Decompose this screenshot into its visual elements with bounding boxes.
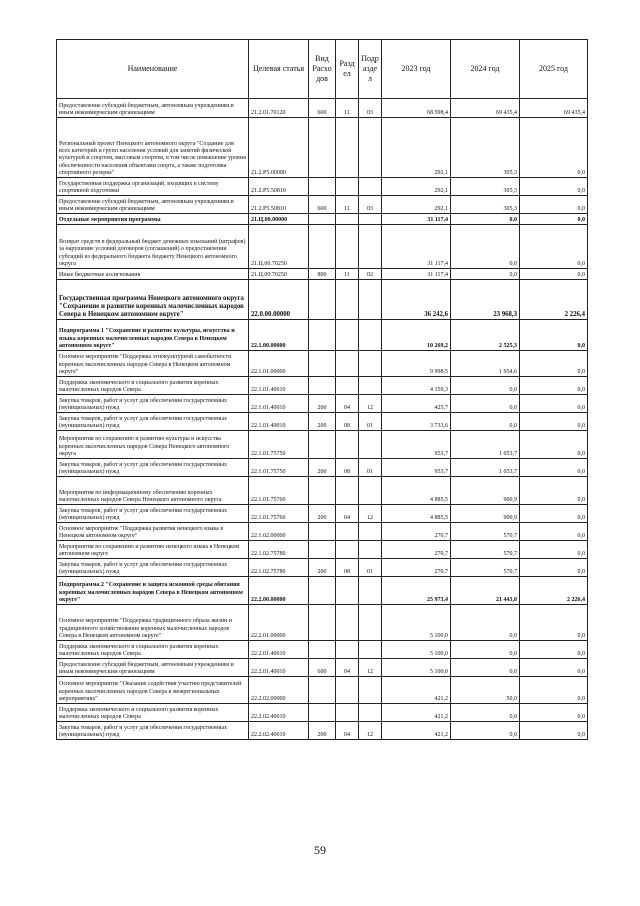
row-target-article: 22.2.01.40010 (249, 641, 309, 659)
row-amount-2024: 0,0 (451, 722, 520, 740)
row-amount-2023: 68 598,4 (382, 99, 451, 118)
row-expense-type: 800 (309, 269, 336, 280)
header-2024: 2024 год (451, 40, 520, 99)
row-amount-2024: 21 443,0 (451, 577, 520, 605)
row-name: Региональный проект Ненецкого автономного округа "Создание для всех категорий и групп населения условий для занятий физической культурой и спортом, массовым спортом, в том числе повышение уровня обеспеченности населения объектами спорта, а также подготовка спортивного резерва" (57, 118, 249, 178)
row-expense-type: 200 (309, 722, 336, 740)
row-expense-type (309, 351, 336, 377)
row-amount-2025: 2 226,4 (520, 577, 588, 605)
row-amount-2024: 305,3 (451, 118, 520, 178)
row-expense-type (309, 641, 336, 659)
row-amount-2023: 36 242,6 (382, 280, 451, 320)
row-amount-2023: 4 885,5 (382, 505, 451, 523)
row-section (336, 523, 359, 541)
row-section (336, 704, 359, 722)
row-amount-2024: 0,0 (451, 605, 520, 641)
row-expense-type: 600 (309, 196, 336, 214)
row-name: Поддержка экономического и социального развития коренных малочисленных народов Севера (57, 377, 249, 395)
row-amount-2023: 292,1 (382, 178, 451, 196)
row-expense-type (309, 704, 336, 722)
table-row (57, 523, 588, 541)
row-amount-2024: 2 525,3 (451, 320, 520, 351)
header-2023: 2023 год (382, 40, 451, 99)
row-amount-2025: 0,0 (520, 477, 588, 505)
row-target-article: 22.2.02.40010 (249, 704, 309, 722)
row-amount-2024: 1 053,7 (451, 459, 520, 477)
row-expense-type: 600 (309, 99, 336, 118)
row-amount-2025: 0,0 (520, 704, 588, 722)
row-amount-2023: 270,7 (382, 559, 451, 577)
row-target-article: 22.1.02.75780 (249, 559, 309, 577)
row-name: Закупка товаров, работ и услуг для обеспечения государственных (муниципальных) нужд (57, 722, 249, 740)
row-expense-type (309, 523, 336, 541)
row-amount-2025: 0,0 (520, 413, 588, 431)
row-amount-2024: 0,0 (451, 269, 520, 280)
row-amount-2024: 0,0 (451, 395, 520, 413)
row-subsection: 03 (359, 99, 382, 118)
row-amount-2024: 900,9 (451, 477, 520, 505)
row-amount-2023: 270,7 (382, 523, 451, 541)
row-target-article: 22.1.02.75780 (249, 541, 309, 559)
row-subsection: 01 (359, 413, 382, 431)
row-section: 08 (336, 559, 359, 577)
row-section (336, 641, 359, 659)
row-amount-2023: 292,1 (382, 196, 451, 214)
row-amount-2025: 0,0 (520, 505, 588, 523)
row-subsection (359, 477, 382, 505)
table-row (57, 214, 588, 225)
row-amount-2025: 69 435,4 (520, 99, 588, 118)
row-target-article: 22.0.00.00000 (249, 280, 309, 320)
row-target-article: 22.2.01.00000 (249, 605, 309, 641)
row-target-article: 22.1.01.75760 (249, 505, 309, 523)
table-row (57, 641, 588, 659)
row-amount-2025: 0,0 (520, 377, 588, 395)
row-name: Мероприятия по информационному обеспечению коренных малочисленных народов Севера Ненецкого автономного округа (57, 477, 249, 505)
row-section: 04 (336, 395, 359, 413)
row-amount-2024: 69 435,4 (451, 99, 520, 118)
row-amount-2025: 0,0 (520, 225, 588, 269)
row-amount-2023: 31 117,4 (382, 225, 451, 269)
row-expense-type (309, 225, 336, 269)
row-amount-2025: 0,0 (520, 178, 588, 196)
budget-table (56, 39, 588, 740)
row-section (336, 320, 359, 351)
table-row (57, 395, 588, 413)
row-name: Предоставление субсидий бюджетным, автономным учреждениям и иным некоммерческим организациям (57, 659, 249, 677)
row-amount-2023: 421,2 (382, 722, 451, 740)
row-name: Основное мероприятие "Поддержка традиционного образа жизни и традиционного хозяйствования коренных малочисленных народов Севера в Ненецком автономном округе" (57, 605, 249, 641)
header-section: Разд ел (336, 40, 359, 99)
row-section: 04 (336, 505, 359, 523)
row-section (336, 605, 359, 641)
row-section (336, 214, 359, 225)
table-row (57, 118, 588, 178)
row-amount-2024: 305,3 (451, 178, 520, 196)
row-subsection (359, 605, 382, 641)
row-name: Подпрограмма 2 "Сохранение и защита исконной среды обитания коренных малочисленных народов Севера в Ненецком автономном округе" (57, 577, 249, 605)
row-target-article: 22.2.00.00000 (249, 577, 309, 605)
table-row (57, 413, 588, 431)
row-amount-2023: 5 100,0 (382, 659, 451, 677)
header-subsection: Подр азде л (359, 40, 382, 99)
row-amount-2023: 10 269,2 (382, 320, 451, 351)
row-name: Основное мероприятие "Поддержка развития ненецкого языка в Ненецком автономном округе" (57, 523, 249, 541)
table-row (57, 722, 588, 740)
table-row (57, 659, 588, 677)
row-amount-2023: 9 998,5 (382, 351, 451, 377)
row-expense-type: 600 (309, 659, 336, 677)
row-section (336, 377, 359, 395)
row-subsection: 12 (359, 505, 382, 523)
row-target-article: 21.2.Р5.00000 (249, 118, 309, 178)
row-name: Мероприятия по сохранению и развитию ненецкого языка в Ненецком автономном округе (57, 541, 249, 559)
row-subsection (359, 178, 382, 196)
row-amount-2024: 0,0 (451, 641, 520, 659)
table-row (57, 351, 588, 377)
row-amount-2023: 421,2 (382, 704, 451, 722)
row-subsection: 02 (359, 269, 382, 280)
row-subsection: 01 (359, 559, 382, 577)
row-amount-2023: 4 885,5 (382, 477, 451, 505)
row-expense-type (309, 541, 336, 559)
row-target-article: 22.2.02.00000 (249, 677, 309, 704)
row-subsection (359, 577, 382, 605)
row-subsection (359, 214, 382, 225)
row-amount-2024: 0,0 (451, 704, 520, 722)
row-target-article: 21.2.Р5.50810 (249, 196, 309, 214)
row-section (336, 280, 359, 320)
row-expense-type: 200 (309, 413, 336, 431)
row-target-article: 22.2.01.40010 (249, 659, 309, 677)
row-amount-2023: 4 159,3 (382, 377, 451, 395)
row-name: Государственная поддержка организаций, входящих в систему спортивной подготовки (57, 178, 249, 196)
row-subsection (359, 677, 382, 704)
row-target-article: 21.Ц.00.70250 (249, 225, 309, 269)
row-name: Отдельные мероприятия программы (57, 214, 249, 225)
table-row (57, 225, 588, 269)
row-section (336, 541, 359, 559)
row-amount-2023: 270,7 (382, 541, 451, 559)
row-amount-2023: 425,7 (382, 395, 451, 413)
table-row (57, 178, 588, 196)
row-name: Основное мероприятие "Оказание содействия участию представителей коренных малочисленных народов Севера в межрегиональных мероприятиях" (57, 677, 249, 704)
row-amount-2023: 31 117,4 (382, 269, 451, 280)
row-amount-2025: 0,0 (520, 677, 588, 704)
table-row (57, 320, 588, 351)
table-row (57, 577, 588, 605)
row-amount-2025: 0,0 (520, 659, 588, 677)
row-expense-type: 200 (309, 395, 336, 413)
row-name: Закупка товаров, работ и услуг для обеспечения государственных (муниципальных) нужд (57, 395, 249, 413)
row-subsection: 12 (359, 722, 382, 740)
row-amount-2025: 0,0 (520, 269, 588, 280)
row-subsection: 03 (359, 196, 382, 214)
row-amount-2025: 0,0 (520, 523, 588, 541)
row-amount-2024: 1 954,6 (451, 351, 520, 377)
row-subsection (359, 541, 382, 559)
row-subsection (359, 351, 382, 377)
row-target-article: 21.Ц.00.00000 (249, 214, 309, 225)
row-amount-2025: 0,0 (520, 320, 588, 351)
table-row (57, 704, 588, 722)
table-row (57, 99, 588, 118)
row-amount-2024: 1 053,7 (451, 431, 520, 459)
row-amount-2023: 421,2 (382, 677, 451, 704)
row-name: Иные бюджетные ассигнования (57, 269, 249, 280)
row-subsection (359, 118, 382, 178)
row-amount-2025: 0,0 (520, 541, 588, 559)
row-amount-2024: 0,0 (451, 377, 520, 395)
row-section: 04 (336, 659, 359, 677)
row-amount-2024: 570,7 (451, 559, 520, 577)
row-name: Закупка товаров, работ и услуг для обеспечения государственных (муниципальных) нужд (57, 413, 249, 431)
row-subsection (359, 320, 382, 351)
table-row (57, 280, 588, 320)
row-name: Закупка товаров, работ и услуг для обеспечения государственных (муниципальных) нужд (57, 559, 249, 577)
table-row (57, 377, 588, 395)
row-amount-2023: 953,7 (382, 431, 451, 459)
header-name: Наименование (57, 40, 249, 99)
table-row (57, 431, 588, 459)
row-section (336, 225, 359, 269)
row-expense-type (309, 377, 336, 395)
table-row (57, 505, 588, 523)
row-section (336, 431, 359, 459)
row-amount-2023: 3 733,6 (382, 413, 451, 431)
row-expense-type (309, 178, 336, 196)
row-target-article: 22.1.01.00000 (249, 351, 309, 377)
row-section: 11 (336, 99, 359, 118)
row-section (336, 577, 359, 605)
row-subsection (359, 280, 382, 320)
row-amount-2024: 305,3 (451, 196, 520, 214)
row-amount-2024: 0,0 (451, 413, 520, 431)
header-row (57, 40, 588, 99)
row-expense-type (309, 280, 336, 320)
row-name: Мероприятия по сохранению и развитию культуры и искусства коренных малочисленных народов Севера Ненецкого автономного округа (57, 431, 249, 459)
row-target-article: 22.1.02.00000 (249, 523, 309, 541)
row-section: 11 (336, 196, 359, 214)
row-name: Поддержка экономического и социального развития коренных малочисленных народов Севера (57, 641, 249, 659)
row-expense-type (309, 320, 336, 351)
row-target-article: 22.2.02.40010 (249, 722, 309, 740)
row-subsection (359, 641, 382, 659)
table-row (57, 459, 588, 477)
row-target-article: 21.2.Р5.50810 (249, 178, 309, 196)
row-target-article: 22.1.01.40010 (249, 377, 309, 395)
row-amount-2025: 0,0 (520, 196, 588, 214)
row-target-article: 21.2.01.70120 (249, 99, 309, 118)
row-subsection (359, 377, 382, 395)
row-amount-2024: 0,0 (451, 225, 520, 269)
page-number: 59 (314, 843, 326, 857)
row-amount-2023: 5 100,0 (382, 605, 451, 641)
row-amount-2024: 0,0 (451, 214, 520, 225)
table-row (57, 196, 588, 214)
row-target-article: 22.1.01.40010 (249, 395, 309, 413)
table-row (57, 559, 588, 577)
row-amount-2025: 2 226,4 (520, 280, 588, 320)
row-amount-2023: 31 117,4 (382, 214, 451, 225)
row-expense-type: 200 (309, 505, 336, 523)
row-subsection (359, 225, 382, 269)
table-row (57, 269, 588, 280)
row-amount-2024: 50,0 (451, 677, 520, 704)
row-name: Закупка товаров, работ и услуг для обеспечения государственных (муниципальных) нужд (57, 505, 249, 523)
row-section: 04 (336, 722, 359, 740)
row-expense-type (309, 477, 336, 505)
table-body (57, 99, 588, 740)
row-name: Предоставление субсидий бюджетным, автономным учреждениям и иным некоммерческим организациям (57, 196, 249, 214)
row-amount-2024: 900,9 (451, 505, 520, 523)
row-subsection: 12 (359, 395, 382, 413)
row-amount-2023: 5 100,0 (382, 641, 451, 659)
row-name: Возврат средств в федеральный бюджет денежных взысканий (штрафов) за нарушение условий договоров (соглашений) о предоставлении субсидий из федерального бюджета бюджету Ненецкого автономного округа (57, 225, 249, 269)
row-amount-2024: 23 968,3 (451, 280, 520, 320)
row-subsection: 12 (359, 659, 382, 677)
table-row (57, 541, 588, 559)
row-name: Государственная программа Ненецкого автономного округа "Сохранение и развитие коренных малочисленных народов Севера в Ненецком автономном округе" (57, 280, 249, 320)
row-name: Поддержка экономического и социального развития коренных малочисленных народов Севера (57, 704, 249, 722)
row-amount-2024: 570,7 (451, 541, 520, 559)
row-amount-2024: 0,0 (451, 659, 520, 677)
row-amount-2025: 0,0 (520, 605, 588, 641)
row-amount-2025: 0,0 (520, 395, 588, 413)
row-section: 08 (336, 459, 359, 477)
row-expense-type (309, 677, 336, 704)
row-subsection (359, 523, 382, 541)
row-expense-type (309, 431, 336, 459)
row-target-article: 22.1.01.75760 (249, 477, 309, 505)
row-amount-2025: 0,0 (520, 214, 588, 225)
row-section (336, 118, 359, 178)
row-amount-2023: 292,1 (382, 118, 451, 178)
row-amount-2025: 0,0 (520, 459, 588, 477)
row-section: 11 (336, 269, 359, 280)
row-subsection (359, 431, 382, 459)
row-expense-type (309, 605, 336, 641)
row-target-article: 22.1.01.75750 (249, 459, 309, 477)
row-target-article: 22.1.00.00000 (249, 320, 309, 351)
row-expense-type (309, 118, 336, 178)
row-subsection: 01 (359, 459, 382, 477)
row-section (336, 351, 359, 377)
row-amount-2024: 570,7 (451, 523, 520, 541)
row-section (336, 677, 359, 704)
row-expense-type: 200 (309, 559, 336, 577)
row-amount-2025: 0,0 (520, 118, 588, 178)
header-expense-type: Вид Расхо дов (309, 40, 336, 99)
row-section: 08 (336, 413, 359, 431)
row-amount-2025: 0,0 (520, 431, 588, 459)
table-row (57, 605, 588, 641)
table-row (57, 677, 588, 704)
header-target-article: Целевая статья (249, 40, 309, 99)
row-amount-2025: 0,0 (520, 722, 588, 740)
row-amount-2025: 0,0 (520, 351, 588, 377)
row-target-article: 22.1.01.75750 (249, 431, 309, 459)
row-section (336, 178, 359, 196)
header-2025: 2025 год (520, 40, 588, 99)
row-amount-2025: 0,0 (520, 641, 588, 659)
row-expense-type: 200 (309, 459, 336, 477)
row-name: Основное мероприятие "Поддержка этнокультурной самобытности коренных малочисленных народов Севера в Ненецком автономном округе" (57, 351, 249, 377)
row-target-article: 21.Ц.00.70250 (249, 269, 309, 280)
table-row (57, 477, 588, 505)
row-name: Подпрограмма 1 "Сохранение и развитие культуры, искусства и языка коренных малочисленных народов Севера в Ненецком автономном округе" (57, 320, 249, 351)
row-section (336, 477, 359, 505)
row-expense-type (309, 214, 336, 225)
row-amount-2025: 0,0 (520, 559, 588, 577)
row-name: Предоставление субсидий бюджетным, автономным учреждениям и иным некоммерческим организациям (57, 99, 249, 118)
row-target-article: 22.1.01.40010 (249, 413, 309, 431)
row-name: Закупка товаров, работ и услуг для обеспечения государственных (муниципальных) нужд (57, 459, 249, 477)
row-subsection (359, 704, 382, 722)
row-expense-type (309, 577, 336, 605)
row-amount-2023: 25 973,4 (382, 577, 451, 605)
row-amount-2023: 953,7 (382, 459, 451, 477)
